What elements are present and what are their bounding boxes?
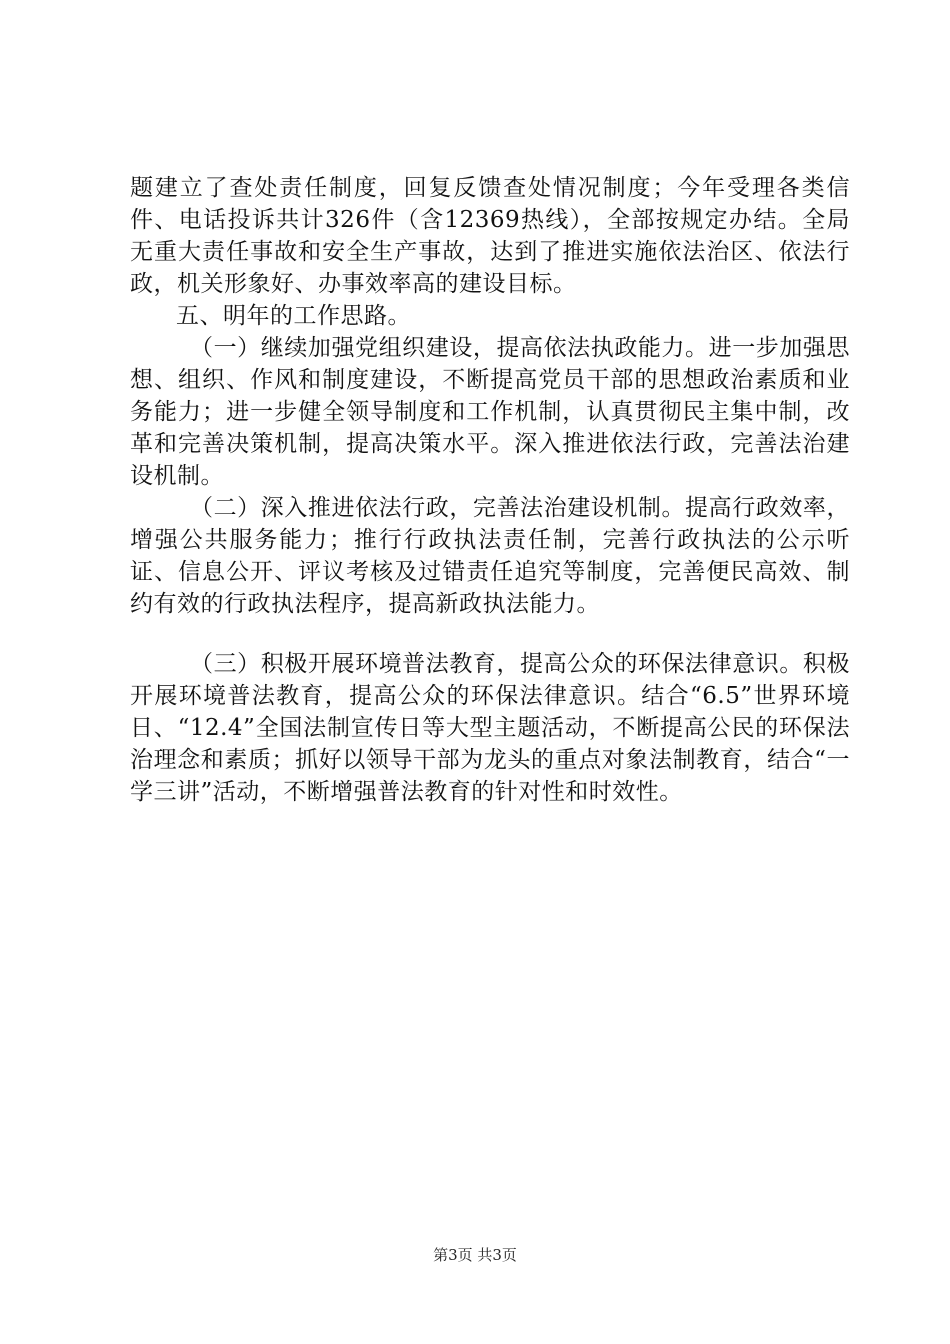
paragraph-gap <box>130 620 850 648</box>
paragraph-item-1: （一）继续加强党组织建设，提高依法执政能力。进一步加强思想、组织、作风和制度建设，不断提高党员干部的思想政治素质和业务能力；进一步健全领导制度和工作机制，认真贯彻民主集中制，改革和完善决策机制，提高决策水平。深入推进依法行政，完善法治建设机制。 <box>130 335 850 489</box>
section-heading: 五、明年的工作思路。 <box>176 303 411 329</box>
paragraph-continuation: 题建立了查处责任制度，回复反馈查处情况制度；今年受理各类信件、电话投诉共计326件（含12369热线），全部按规定办结。全局无重大责任事故和安全生产事故，达到了推进实施依法治区、依法行政，机关形象好、办事效率高的建设目标。 <box>130 175 850 297</box>
page-footer: 第3页 共3页 <box>433 1246 517 1264</box>
document-body <box>130 172 850 808</box>
paragraph-item-2: （二）深入推进依法行政，完善法治建设机制。提高行政效率，增强公共服务能力；推行行政执法责任制，完善行政执法的公示听证、信息公开、评议考核及过错责任追究等制度，完善便民高效、制约有效的行政执法程序，提高新政执法能力。 <box>130 495 850 617</box>
paragraph-item-3: （三）积极开展环境普法教育，提高公众的环保法律意识。积极开展环境普法教育，提高公众的环保法律意识。结合“6.5”世界环境日、“12.4”全国法制宣传日等大型主题活动，不断提高公民的环保法治理念和素质；抓好以领导干部为龙头的重点对象法制教育，结合“一学三讲”活动，不断增强普法教育的针对性和时效性。 <box>130 651 850 805</box>
